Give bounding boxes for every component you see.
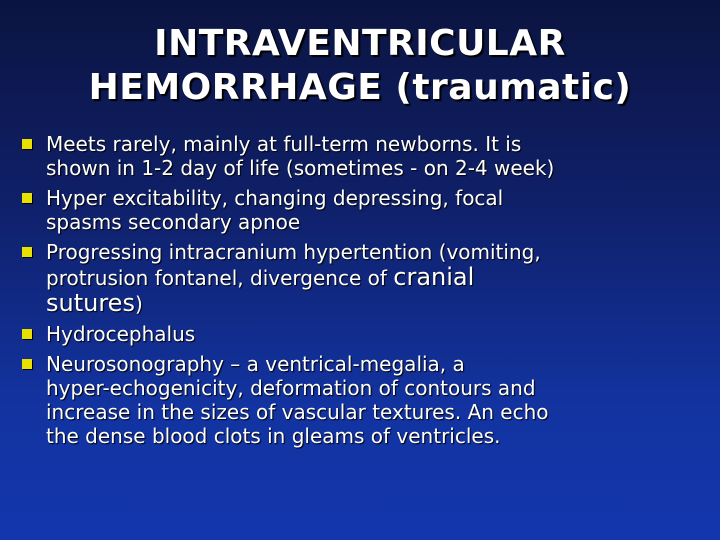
bullet-item xyxy=(20,352,710,448)
bullet-text-line: shown in 1-2 day of life (sometimes - on 2-4 week) xyxy=(46,156,555,180)
bullet-text-line: increase in the sizes of vascular textures. An echo xyxy=(46,400,549,424)
slide-title-line-2: HEMORRHAGE (traumatic) xyxy=(88,67,632,108)
bullet-item xyxy=(20,240,710,316)
bullet-item xyxy=(20,132,710,180)
bullet-text-emphasis: sutures xyxy=(46,289,135,317)
square-bullet-icon xyxy=(22,329,32,339)
bullet-item xyxy=(20,186,710,234)
square-bullet-icon xyxy=(22,139,32,149)
bullet-text-emphasis: cranial xyxy=(393,263,475,291)
square-bullet-icon xyxy=(22,359,32,369)
bullet-text-segment: ) xyxy=(134,292,143,316)
bullet-text-line: hyper-echogenicity, deformation of contours and xyxy=(46,376,536,400)
slide-title xyxy=(20,22,700,110)
bullet-text-line: the dense blood clots in gleams of ventricles. xyxy=(46,424,501,448)
bullet-text-line xyxy=(46,264,710,290)
square-bullet-icon xyxy=(22,193,32,203)
bullet-text-line: Meets rarely, mainly at full-term newborns. It is xyxy=(46,132,522,156)
square-bullet-icon xyxy=(22,247,32,257)
bullet-text-line: Neurosonography – a ventrical-megalia, a xyxy=(46,352,465,376)
bullet-text-line xyxy=(46,290,710,316)
bullet-text-segment: protrusion fontanel, divergence of xyxy=(46,266,394,290)
bullet-list xyxy=(20,132,710,454)
slide-title-line-1: INTRAVENTRICULAR xyxy=(154,23,566,64)
bullet-text-line: Hyper excitability, changing depressing, focal xyxy=(46,186,504,210)
bullet-item xyxy=(20,322,710,346)
bullet-text-line: Progressing intracranium hypertention (vomiting, xyxy=(46,240,541,264)
bullet-text-line: spasms secondary apnoe xyxy=(46,210,301,234)
bullet-text-line: Hydrocephalus xyxy=(46,322,196,346)
